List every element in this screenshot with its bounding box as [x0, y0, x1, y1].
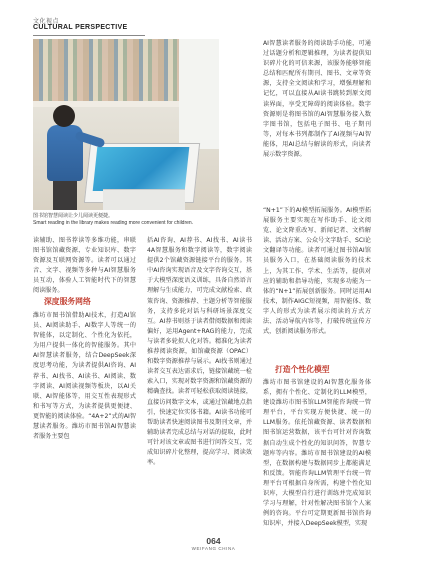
body-text-left-main: 潍坊市图书馆借助AI技术，打造AI馆员、AI阅读助手、AI数字人等统一的智能体，以定制化、个性化为依托，为用户提供一体化的智能服务。其中AI智慧读者服务，结合DeepSeek深度思考功能，为读者提供AI咨询、AI荐书、AI找书、AI读书、AI阅读、数字阅读、AI阅读视频等板块，以AI关联、AI智能体等，用交互性表现形式和书写等方式，为读者提供更便捷、更智能的阅读体验。“4A+2”式的AI智慧读者服务。潍坊市图书馆AI智慧读者服务主要包 [33, 312, 136, 441]
section-label-en: CULTURAL PERSPECTIVE [33, 24, 128, 31]
heading-personal-model: 打造个性化模型 [275, 365, 330, 374]
body-text-left-top: 读辅助、图书荐读等多维功能，串联图书馆馆藏资源、专业知识库、数字资源及互联网资源等。读者可以通过音、文字、视频等多种与AI智慧服务员互动，体验人工智能时代下的智慧阅读服务。 [33, 237, 136, 295]
section-label-cn: 文化视点 [33, 18, 60, 25]
body-text-right-top: AI智慧读者服务的阅读助手功能，可通过话题分析和逻辑推理，为读者提供知识碎片化的可信来源，该服务能够智能总结和匹配所有期刊、图书、文章等资源，支持全文阅读和学习，增强理解和记忆，可以直接从AI读书跳转到原文阅读界面，享受无障碍的阅读体验。数字资源则是将图书馆的AI智慧服务接入数字图书馆，包括电子图书、电子期刊等，对每本书列都制作了AI视频与AI智能体，用AI总结与解读的形式，向读者展示数字资源。 [263, 40, 371, 159]
body-text-right-mid: “N+1”下的AI模型拓展服务。AI模型拓展服务主要实现在写作助手、论文阅览、论文降重改写、新闻记者、文档解读、活动方案、公众号文字助手、SCI论文翻译等功能。读者可通过图书馆AI馆员服务入口，在基础阅读服务的技术上，为其工作、学术、生活等，提供对应的辅助和指导功能，实现多功能为一体的“N+1”拓展创新服务。同时运用AI技术，制作AIGC短视频，用智能体、数字人的形式为读者展示阅读的方式方法、活动导航内容等，打破传统宣传方式，创新阅读服务形式。 [263, 207, 371, 336]
magazine-brand: WEIFANG CHINA [191, 546, 236, 551]
kiosk-base-graphic [103, 189, 185, 210]
body-text-middle: 括AI咨询、AI荐书、AI找书、AI读书4A智慧服务和数字阅读等，数字阅读提供2个馆藏资源链接平台的服务。其中AI咨询实现语音及文字咨询交互，基于大模型深度语义训练，具备自然语言理解与生成能力，可完成文献检索、政策咨询、资源推荐、主题分析等智能服务，支持多轮对话与科研场景深度交互。AI荐书则基于读者借阅数据和阅读偏好，运用Agent+RAG的能力，完成与读者多轮拟人化对答。精准化为读者推荐阅读资源，如馆藏资源（OPAC）和数字资源推荐与展示。AI找书则通过读者交互表达需求后，链接馆藏统一检索入口，实现对数字资源和馆藏资源的精确查找。读者可轻松获取阅读链接，直接访问数字文本，或通过馆藏地点指引，快速定位实体书籍。AI读书功能可帮助读者快速阅读图书及期刊文章，并辅助读者完成总结与对话的提取，此时可针对该文章或图书进行问答交互，完成知识碎片化整理，提高学习、阅读效率。 [147, 237, 252, 467]
photo-caption-cn: 图书馆智慧阅读让少儿阅读更便捷。 [33, 213, 114, 219]
kiosk-screen-graphic [93, 147, 190, 191]
child-head-graphic [53, 105, 75, 127]
body-text-right-bottom: 潍坊市图书馆建设的AI智慧化服务体系，拥有个性化、定制化的LLM模型，建设潍坊市图书馆LLM智能咨询统一管理平台，平台实现方便快捷、统一的LLM服务。依托馆藏资源、读者数据和图书馆运营数据，该平台可针对咨询数据自动生成个性化的知识问答，智慧专题库等内容。潍坊市图书馆建设的AI模型，在数据构建与数据同步上都能满足和反馈。智能咨询LLM管理平台统一管理平台可根据自身所需，构建个性化知识库，大模型自行进行训练并完成知识学习与理解，针对性解决图书馆个人案例的咨询。平台可定期更新图书馆咨询知识库，并接入DeepSeek模型，实现 [263, 379, 371, 528]
page-number: 064 [206, 536, 221, 546]
header-divider [33, 35, 145, 36]
library-photo [33, 39, 219, 210]
window-graphic [179, 39, 219, 149]
child-legs-graphic [53, 179, 77, 210]
photo-caption-en: Smart reading in the library makes reading more convenient for children. [33, 220, 194, 226]
heading-deep-service: 深度服务网络 [44, 297, 91, 306]
